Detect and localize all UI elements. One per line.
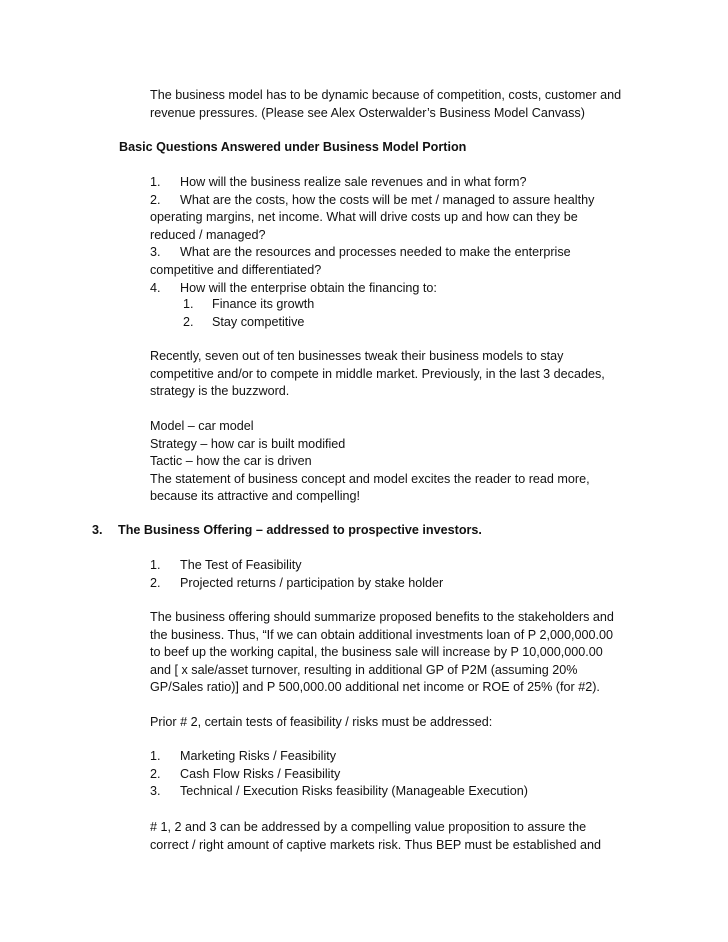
section-3-heading — [92, 522, 482, 540]
list-item — [150, 575, 650, 593]
list-text: How will the enterprise obtain the financing to: — [180, 280, 437, 295]
list-text: Projected returns / participation by stake holder — [180, 575, 444, 590]
paragraph-line: Strategy – how car is built modified — [150, 436, 346, 451]
list-number: 1. — [183, 297, 194, 311]
list-continuation: competitive and differentiated? — [150, 262, 322, 277]
list-text: Stay competitive — [212, 314, 305, 329]
list-item — [150, 748, 650, 766]
list-text: Technical / Execution Risks feasibility (Manageable Execution) — [180, 784, 528, 799]
paragraph-line: The business offering should summarize proposed benefits to the stakeholders and — [150, 610, 614, 624]
list-number: 3. — [150, 245, 161, 260]
sub-list-item — [183, 314, 483, 332]
paragraph-line: correct / right amount of captive markets risk. Thus BEP must be established and — [150, 837, 602, 852]
list-continuation: reduced / managed? — [150, 227, 266, 242]
list-number: 1. — [150, 175, 161, 189]
paragraph-line: Model – car model — [150, 419, 254, 433]
risks-list — [150, 748, 650, 801]
list-item — [150, 280, 650, 298]
list-number: 2. — [183, 314, 194, 329]
list-text: Marketing Risks / Feasibility — [180, 749, 337, 763]
list-item — [150, 783, 650, 801]
paragraph-line: because its attractive and compelling! — [150, 489, 361, 504]
prior-paragraph — [150, 714, 650, 732]
list-item — [150, 244, 650, 262]
paragraph-line: Tactic – how the car is driven — [150, 454, 312, 469]
list-text: The Test of Feasibility — [180, 558, 302, 572]
offering-paragraph — [150, 609, 650, 697]
section-3-list — [150, 557, 650, 592]
list-item — [150, 557, 650, 575]
paragraph-line: strategy is the buzzword. — [150, 384, 290, 399]
paragraph-line: and [ x sale/asset turnover, resulting in additional GP of P2M (assuming 20% — [150, 662, 578, 677]
list-number: 1. — [150, 558, 161, 572]
intro-paragraph — [150, 87, 650, 122]
list-number: 2. — [150, 192, 161, 207]
basic-questions-heading: Basic Questions Answered under Business Model Portion — [119, 140, 467, 154]
list-text: What are the costs, how the costs will be met / managed to assure healthy — [180, 192, 595, 207]
list-number: 1. — [150, 749, 161, 763]
closing-paragraph — [150, 819, 650, 854]
paragraph-line: The statement of business concept and model excites the reader to read more, — [150, 471, 590, 486]
section-title: The Business Offering – addressed to prospective investors. — [118, 523, 482, 537]
paragraph-line: competitive and/or to compete in middle market. Previously, in the last 3 decades, — [150, 366, 605, 381]
section-number: 3. — [92, 523, 103, 537]
paragraph-line: to beef up the working capital, the business sale will increase by P 10,000,000.00 — [150, 645, 603, 660]
list-number: 3. — [150, 784, 161, 799]
list-item — [150, 766, 650, 784]
paragraph-line: Recently, seven out of ten businesses tweak their business models to stay — [150, 349, 564, 363]
list-number: 2. — [150, 575, 161, 590]
list-text: What are the resources and processes needed to make the enterprise — [180, 245, 571, 260]
basic-questions-list — [150, 174, 650, 297]
list-text: Cash Flow Risks / Feasibility — [180, 766, 341, 781]
list-text: Finance its growth — [212, 297, 315, 311]
paragraph-line: GP/Sales ratio)] and P 500,000.00 additional net income or ROE of 25% (for #2). — [150, 680, 600, 695]
list-number: 2. — [150, 766, 161, 781]
sub-list-item — [183, 296, 483, 314]
list-text: How will the business realize sale revenues and in what form? — [180, 175, 527, 189]
paragraph-line: Prior # 2, certain tests of feasibility / risks must be addressed: — [150, 715, 493, 729]
list-item — [150, 192, 650, 210]
paragraph-line: # 1, 2 and 3 can be addressed by a compelling value proposition to assure the — [150, 820, 587, 834]
recently-paragraph — [150, 348, 650, 401]
list-continuation: operating margins, net income. What will drive costs up and how can they be — [150, 210, 578, 225]
list-item — [150, 174, 650, 192]
model-paragraph — [150, 418, 650, 506]
list-number: 4. — [150, 280, 161, 295]
intro-line: revenue pressures. (Please see Alex Osterwalder’s Business Model Canvass) — [150, 105, 585, 120]
paragraph-line: the business. Thus, “If we can obtain additional investments loan of P 2,000,000.00 — [150, 627, 614, 642]
financing-sub-list — [183, 296, 483, 331]
intro-line: The business model has to be dynamic because of competition, costs, customer and — [150, 88, 622, 102]
